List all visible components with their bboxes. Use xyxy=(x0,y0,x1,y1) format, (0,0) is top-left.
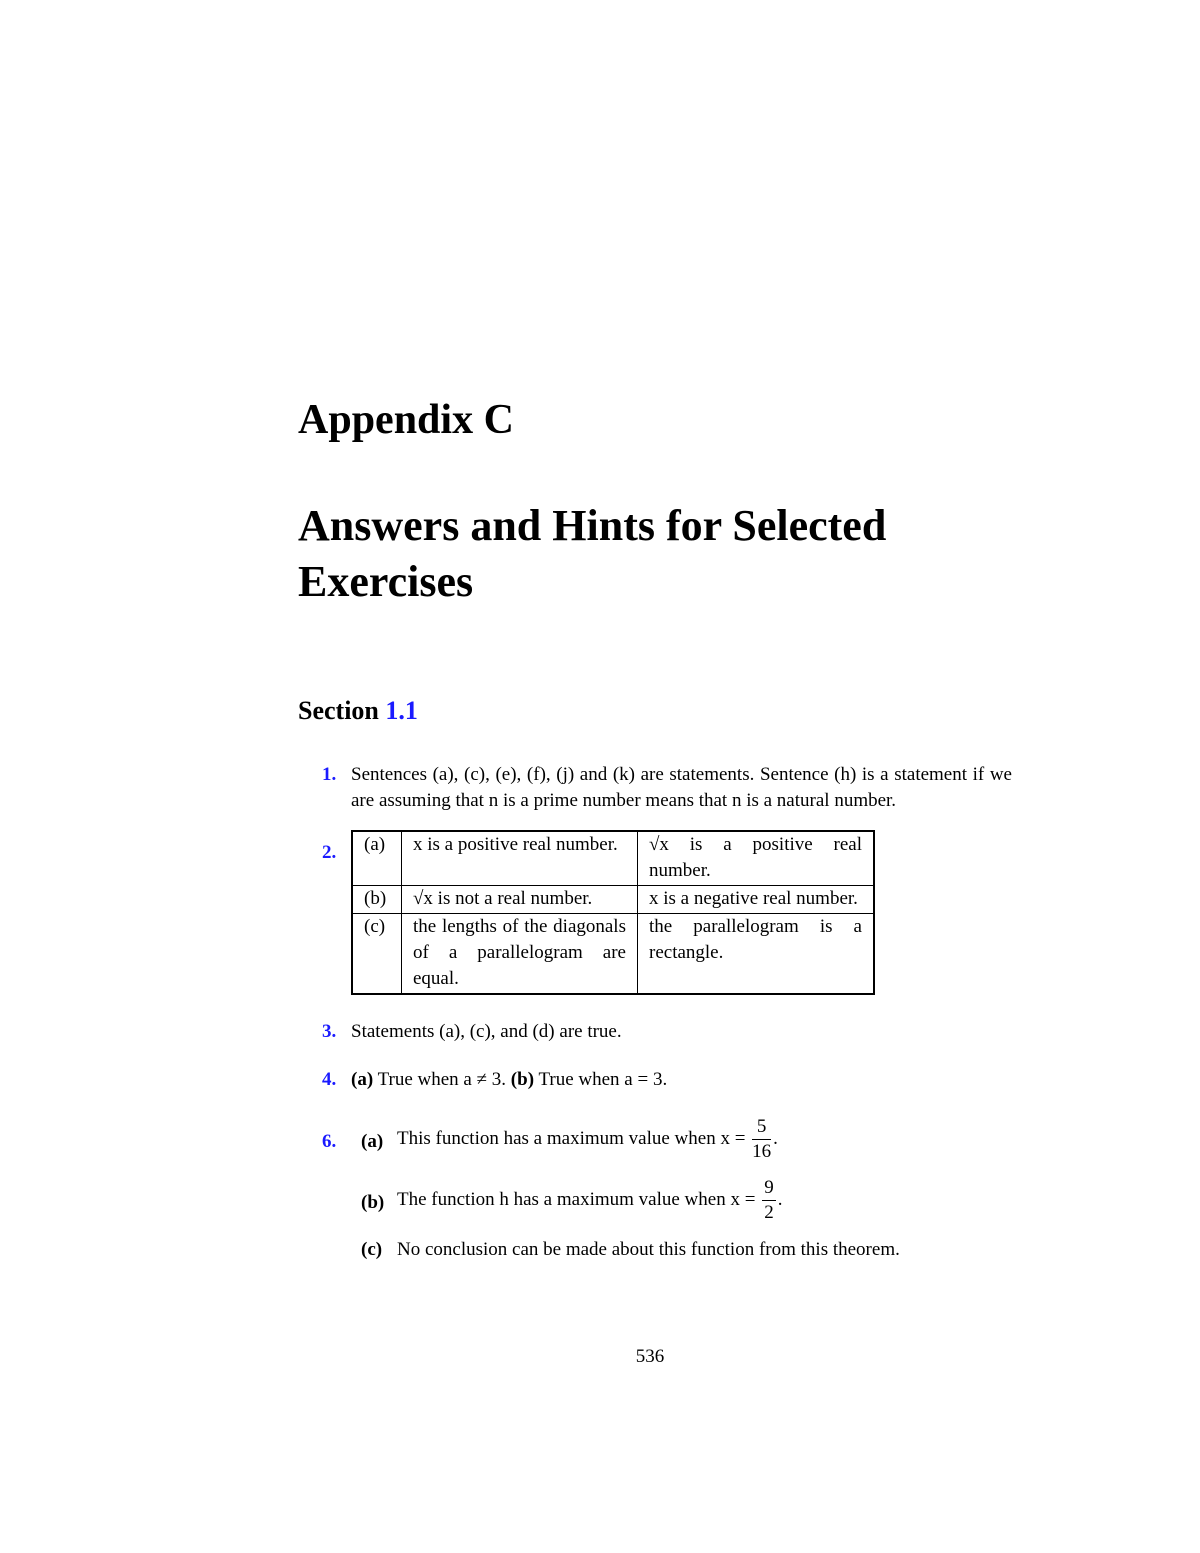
fraction-denominator: 16 xyxy=(752,1141,772,1162)
exercise-6-part-a: (a) This function has a maximum value when x = $\frac{5}{16}$ . xyxy=(361,1116,778,1162)
section-number-link[interactable]: 1.1 xyxy=(385,696,418,725)
statement-cell: the lengths of the diagonals of a parallelogram are equal. xyxy=(402,914,638,995)
statement-cell: x is a positive real number. xyxy=(402,831,638,886)
exercise-6-part-b: (b) The function h has a maximum value when x = $\frac{9}{2}$ . xyxy=(361,1177,783,1223)
exercise-4-part-a-label: (a) xyxy=(351,1069,374,1090)
exercise-6 xyxy=(322,1115,1012,1263)
exercise-6-parts xyxy=(351,1115,1012,1263)
exercise-2-number[interactable]: 2. xyxy=(322,842,337,863)
exercise-4-part-b-label: (b) xyxy=(510,1069,535,1090)
exercise-4-part-b-text: True when a = 3. xyxy=(538,1069,668,1090)
row-label: (c) xyxy=(352,914,402,995)
row-label: (b) xyxy=(352,886,402,914)
exercise-4 xyxy=(322,1067,1012,1093)
exercise-2 xyxy=(322,836,1012,1001)
exercise-6-part-b-text: The function h has a maximum value when x = xyxy=(397,1188,756,1210)
chapter-title: Answers and Hints for Selected Exercises xyxy=(298,501,887,606)
exercise-6-part-a-text: This function has a maximum value when x = xyxy=(397,1127,746,1149)
fraction-5-16 xyxy=(752,1115,771,1164)
negation-cell: x is a negative real number. xyxy=(638,886,875,914)
table-row xyxy=(352,914,874,995)
exercise-4-text xyxy=(351,1067,1012,1093)
negation-cell: √x is a positive real number. xyxy=(638,831,875,886)
exercise-6-part-c-text: No conclusion can be made about this function from this theorem. xyxy=(397,1239,900,1260)
page-number: 536 xyxy=(635,1346,665,1367)
appendix-label: Appendix C xyxy=(298,397,514,443)
section-heading xyxy=(298,695,418,727)
negation-table xyxy=(351,830,875,995)
exercise-1-number[interactable]: 1. xyxy=(322,764,337,785)
table-row xyxy=(352,886,874,914)
exercise-3-number[interactable]: 3. xyxy=(322,1021,337,1042)
exercise-6-part-c-label: (c) xyxy=(361,1239,383,1260)
fraction-numerator: 5 xyxy=(752,1115,771,1140)
answers-list xyxy=(322,762,1012,1275)
section-word: Section xyxy=(298,696,379,725)
fraction-9-2 xyxy=(762,1176,776,1225)
exercise-1 xyxy=(322,762,1012,814)
row-label: (a) xyxy=(352,831,402,886)
exercise-6-part-a-label: (a) xyxy=(361,1131,384,1152)
exercise-3-text: Statements (a), (c), and (d) are true. xyxy=(351,1021,622,1042)
fraction-numerator: 9 xyxy=(762,1176,776,1201)
fraction-denominator: 2 xyxy=(764,1202,774,1223)
negation-cell: the parallelogram is a rectangle. xyxy=(638,914,875,995)
exercise-6-part-c xyxy=(361,1237,1012,1263)
exercise-6-part-b-label: (b) xyxy=(361,1192,385,1213)
statement-cell: √x is not a real number. xyxy=(402,886,638,914)
exercise-1-text: Sentences (a), (c), (e), (f), (j) and (k) are statements. Sentence (h) is a statement if we are assuming that n is a prime number means that n is a natural number. xyxy=(351,764,1012,811)
exercise-4-number[interactable]: 4. xyxy=(322,1069,337,1090)
exercise-3 xyxy=(322,1019,1012,1045)
table-row xyxy=(352,831,874,886)
exercise-6-number[interactable]: 6. xyxy=(322,1131,337,1152)
exercise-4-part-a-text: True when a ≠ 3. xyxy=(377,1069,507,1090)
